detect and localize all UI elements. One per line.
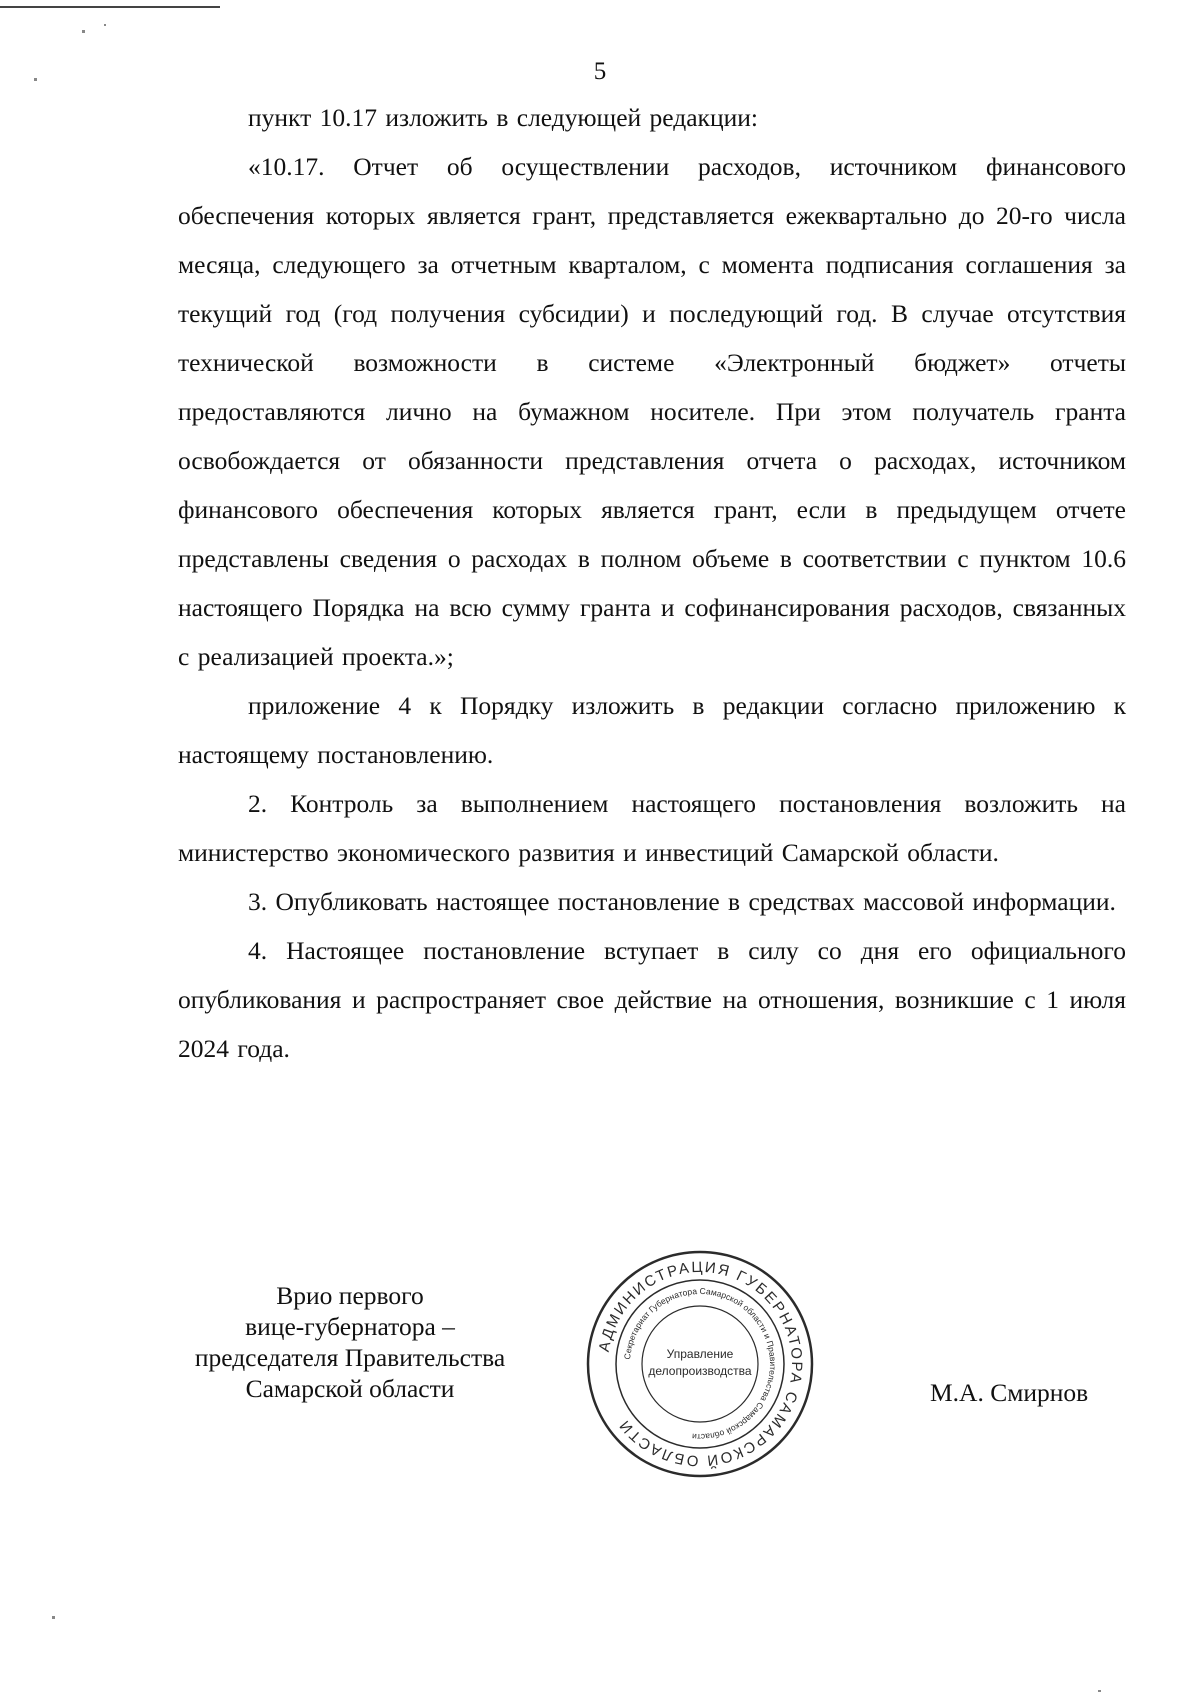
paragraph: 4. Настоящее постановление вступает в силу со дня его официального опубликования и распространяет свое действие на отношения, возникшие с 1 июля 2024 года.	[178, 936, 1126, 1063]
paragraph: пункт 10.17 изложить в следующей редакции:	[248, 103, 758, 132]
paragraph: приложение 4 к Порядку изложить в редакции согласно приложению к настоящему постановлению.	[178, 691, 1126, 769]
scan-speck	[1098, 1690, 1101, 1692]
signatory-title-line: вице-губернатора –	[245, 1312, 455, 1341]
signatory-title-line: председателя Правительства	[194, 1343, 506, 1372]
signatory-title-line: Самарской области	[245, 1374, 455, 1403]
scan-speck	[104, 24, 106, 26]
stamp-seal	[584, 1248, 816, 1480]
official-stamp	[584, 1248, 816, 1480]
paragraph: 2. Контроль за выполнением настоящего постановления возложить на министерство экономического развития и инвестиций Самарской области.	[178, 789, 1126, 867]
scan-speck	[82, 30, 85, 33]
page-number: 5	[593, 58, 607, 85]
stamp-inner-text: Секретариат Губернатора Самарской области и Правительства Самарской области	[622, 1285, 779, 1443]
signatory-name: М.А. Смирнов	[930, 1378, 1089, 1407]
stamp-outer-text: АДМИНИСТРАЦИЯ ГУБЕРНАТОРА САМАРСКОЙ ОБЛАСТИ	[595, 1258, 806, 1470]
paragraph: 3. Опубликовать настоящее постановление в средствах массовой информации.	[248, 887, 1116, 916]
scan-speck	[52, 1616, 55, 1619]
document-body	[178, 93, 1126, 1073]
stamp-center-line: делопроизводства	[648, 1364, 752, 1378]
scan-edge-line	[0, 6, 220, 8]
signatory-title-line: Врио первого	[276, 1281, 424, 1310]
signatory-title	[170, 1280, 530, 1404]
stamp-center-line: Управление	[666, 1347, 734, 1361]
paragraph: «10.17. Отчет об осуществлении расходов, источником финансового обеспечения которых является грант, представляется ежеквартально до 20-го числа месяца, следующего за отчетным кварталом, с момента подписания соглашения за текущий год (год получения субсидии) и последующий год. В случае отсутствия технической возможности в системе «Электронный бюджет» отчеты предоставляются лично на бумажном носителе. При этом получатель гранта освобождается от обязанности представления отчета о расходах, источником финансового обеспечения которых является грант, если в предыдущем отчете представлены сведения о расходах в полном объеме в соответствии с пунктом 10.6 настоящего Порядка на всю сумму гранта и софинансирования расходов, связанных с реализацией проекта.»;	[178, 152, 1126, 671]
